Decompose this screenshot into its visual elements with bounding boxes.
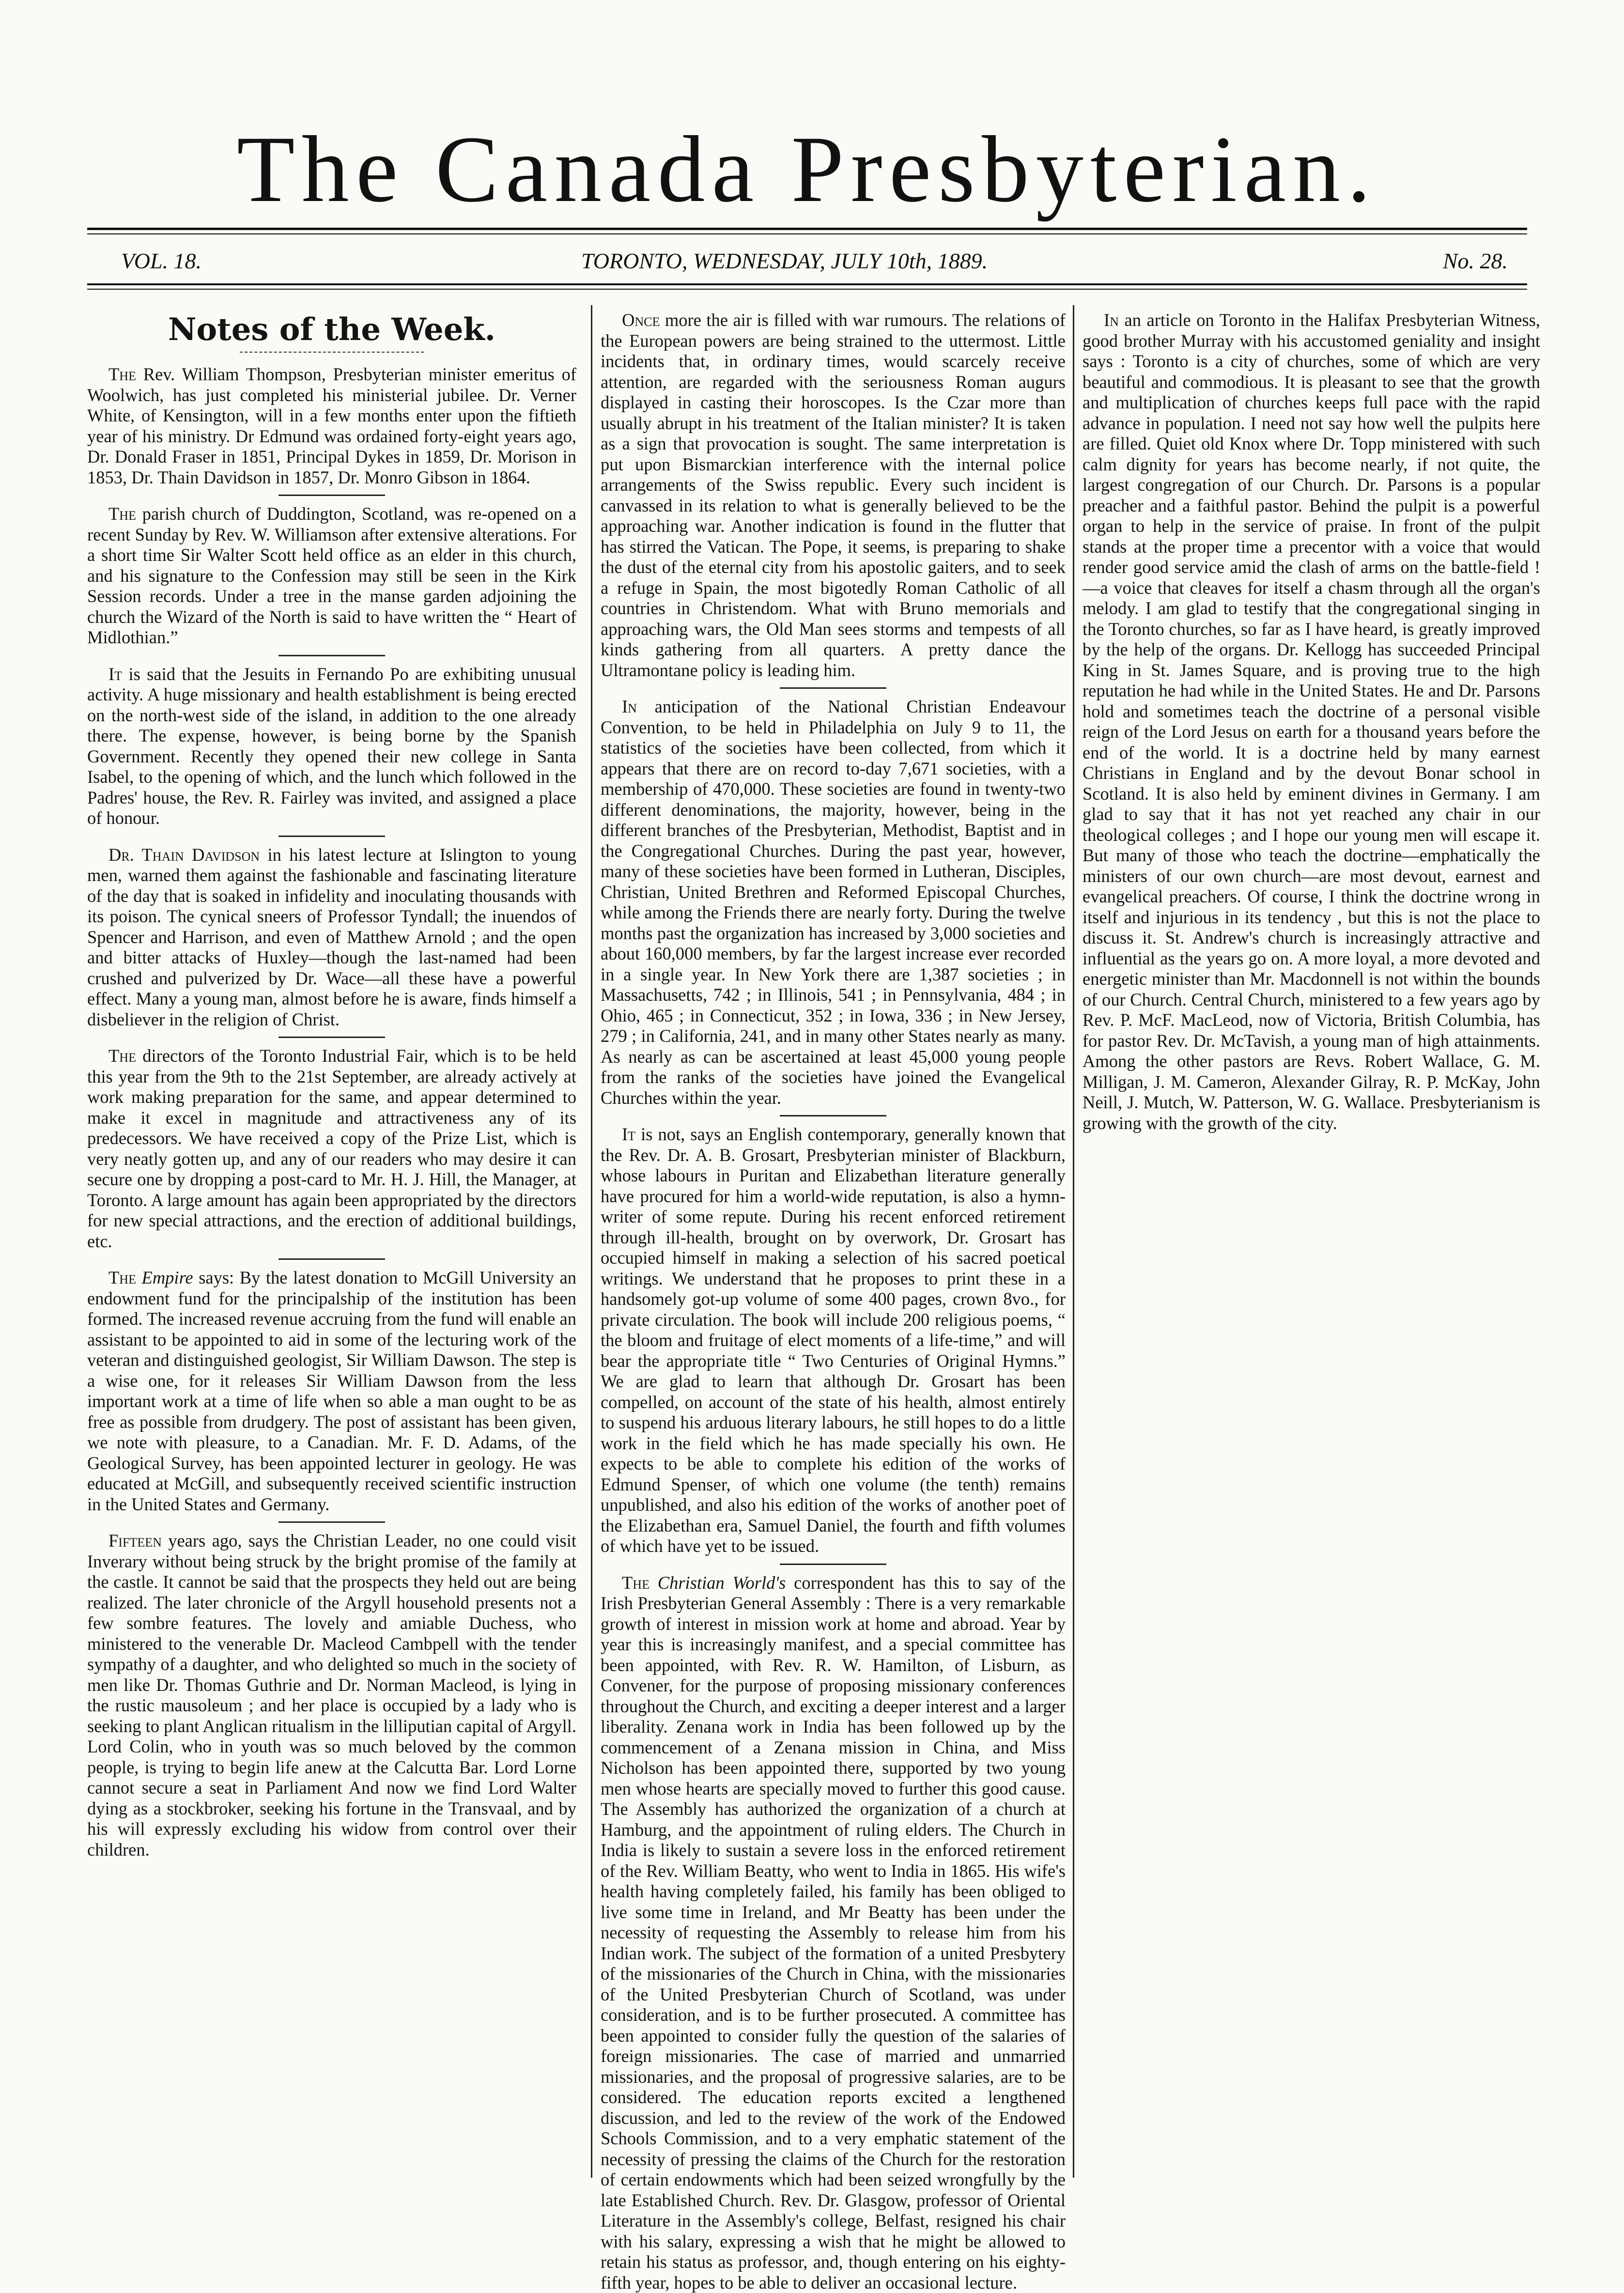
dateline-rule-bottom (87, 289, 1527, 290)
article-separator (278, 495, 385, 496)
article-separator (780, 1115, 886, 1116)
article-separator (278, 1037, 385, 1038)
article-irish-assembly: The Christian World's correspondent has this to say of the Irish Presbyterian General Assembly : There is a very remarkable growth of interest in mission work at home and abroad. Year by year this is increasingly manifest, and a special committee has been appointed, with Rev. R. W. Hamilton, of Lisburn, as Convener, for the purpose of proposing missionary conferences throughout the Church, and exciting a deeper interest and a larger liberality. Zenana work in India has been followed up by the commencement of a Zenana mission in China, and Miss Nicholson has been appointed there, supported by two young men whose hearts are specially moved to further this good cause. The Assembly has authorized the organization of a church at Hamburg, and the appointment of ruling elders. The Church in India is likely to sustain a severe loss in the enforced retirement of the Rev. William Beatty, who went to India in 1865. His wife's health having completely failed, his family has been obliged to live some time in Ireland, and Mr Beatty has been under the necessity of requesting the Assembly to release him from his Indian work. The subject of the formation of a united Presbytery of the missionaries of the Church in China, with the missionaries of the United Presbyterian Church of Scotland, was under consideration, and is to be further prosecuted. A committee has been appointed to consider fully the question of the salaries of foreign missionaries. The case of married and unmarried missionaries, and the proposal of progressive salaries, are to be considered. The education reports excited a lengthened discussion, and led to the review of the work of the Endowed Schools Commission, and to a very emphatic statement of the necessity of pressing the claims of the Church for the restoration of certain endowments which had been seized wrongfully by the late Established Church. Rev. Dr. Glasgow, professor of Oriental Literature in the Assembly's college, Belfast, resigned his chair with his salary, expressing a wish that he might be allowed to retain his status as professor, and, though entering on his eighty-fifth year, hopes to be able to deliver an occasional lecture. (601, 1573, 1066, 2293)
masthead-title: The Canada Presbyterian. (87, 121, 1527, 218)
heading-rule (240, 352, 424, 353)
article-thain-davidson: Dr. Thain Davidson in his latest lecture at Islington to young men, warned them against the fashionable and fascinating literature of the day that is soaked in infidelity and inoculating thousands with its poison. The cynical sneers of Professor Tyndall; the inuendos of Spencer and Harrison, and even of Matthew Arnold ; and the open and bitter attacks of Huxley—though the last-named had been crushed and pulverized by Dr. Wace—all these have a powerful effect. Many a young man, almost before he is aware, finds himself a disbeliever in the religion of Christ. (87, 845, 576, 1030)
volume-number: VOL. 18. (121, 248, 201, 274)
column-divider-1 (591, 305, 592, 2178)
column-divider-2 (1073, 305, 1074, 2178)
article-duddington: The parish church of Duddington, Scotland, was re-opened on a recent Sunday by Rev. W. Williamson after extensive alterations. For a short time Sir Walter Scott held office as an elder in this church, and his signature to the Confession may still be seen in the Kirk Session records. Under a tree in the manse garden adjoining the church the Wizard of the North is said to have written the “ Heart of Midlothian.” (87, 504, 576, 648)
dateline-rule-top (87, 283, 1527, 285)
article-toronto-churches: In an article on Toronto in the Halifax Presbyterian Witness, good brother Murray with his accustomed geniality and insight says : Toronto is a city of churches, some of which are very beautiful and commodious. It is pleasant to see that the growth and multiplication of churches keeps full pace with the rapid advance in population. I need not say how well the pulpits here are filled. Quiet old Knox where Dr. Topp ministered with such calm dignity for years has become nearly, if not quite, the largest congregation of our Church. Dr. Parsons is a popular preacher and a faithful pastor. Behind the pulpit is a powerful organ to help in the service of praise. In front of the pulpit stands at the proper time a precentor with a voice that would render good service amid the clash of arms on the battle-field !—a voice that cleaves for itself a chasm through all the organ's melody. I am glad to testify that the congregational singing in the Toronto churches, so far as I have heard, is greatly improved by the help of the organs. Dr. Kellogg has succeeded Principal King in St. James Square, and is proving true to the high reputation he had while in the United States. He and Dr. Parsons hold and sometimes teach the doctrine of a personal visible reign of the Lord Jesus on earth for a thousand years before the end of the world. It is a doctrine held by many earnest Christians in England and by the devout Bonar school in Scotland. It is also held by eminent divines in Germany. I am glad to say that it has not yet reached any chair in our theological colleges ; and I hope our young men will escape it. But many of those who teach the doctrine—emphatically the ministers of our own church—are most devout, earnest and evangelical preachers. Of course, I think the doctrine wrong in itself and injurious in its tendency , but this is not the place to discuss it. St. Andrew's church is increasingly attractive and influential as the years go on. A more loyal, a more devoted and energetic minister than Mr. Macdonnell is not within the bounds of our Church. Central Church, ministered to a few years ago by Rev. P. McF. MacLeod, now of Victoria, British Columbia, has for pastor Rev. Dr. McTavish, a young man of high attainments. Among the other pastors are Revs. Robert Wallace, G. M. Milligan, J. M. Cameron, Alexander Gilray, R. P. McKay, John Neill, J. Mutch, W. Patterson, W. G. Wallace. Presbyterianism is growing with the growth of the city. (1083, 310, 1540, 1133)
article-grosart: It is not, says an English contemporary, generally known that the Rev. Dr. A. B. Grosart, Presbyterian minister of Blackburn, whose labours in Puritan and Elizabethan literature generally have procured for him a world-wide reputation, is also a hymn-writer of some repute. During his recent enforced retirement through ill-health, brought on by overwork, Dr. Grosart has occupied himself in making a selection of his sacred poetical writings. We understand that he proposes to print these in a handsomely got-up volume of some 400 pages, crown 8vo., for private circulation. The book will include 200 religious poems, “ the bloom and fruitage of elect moments of a life-time,” and will bear the appropriate title “ Two Centuries of Original Hymns.” We are glad to learn that although Dr. Grosart has been compelled, on account of the state of his health, almost entirely to suspend his arduous literary labours, he still hopes to do a little work in the field which he has made specially his own. He expects to be able to complete his edition of the works of Edmund Spenser, of which one volume (the tenth) remains unpublished, and also his edition of the works of another poet of the Elizabethan era, Samuel Daniel, the fourth and fifth volumes of which have yet to be issued. (601, 1124, 1066, 1557)
column-3 (1083, 310, 1540, 2178)
article-christian-endeavour: In anticipation of the National Christian Endeavour Convention, to be held in Philadelphia on July 9 to 11, the statistics of the societies have been collected, from which it appears that there are on record to-day 7,671 societies, with a membership of 470,000. These societies are found in twenty-two different denominations, the majority, however, being in the different branches of the Presbyterian, Methodist, Baptist and in the Congregational Churches. During the past year, however, many of these societies have been formed in Lutheran, Disciples, Christian, United Brethren and Reformed Episcopal Churches, while among the Friends there are nearly forty. During the twelve months past the organization has increased by 3,000 societies and about 160,000 members, by far the largest increase ever recorded in a single year. In New York there are 1,387 societies ; in Massachusetts, 742 ; in Illinois, 541 ; in Pennsylvania, 484 ; in Ohio, 465 ; in Connecticut, 352 ; in Iowa, 336 ; in New Jersey, 279 ; in California, 241, and in many other States nearly as many. As nearly as can be ascertained at least 45,000 young people from the ranks of the societies have joined the Evangelical Churches within the year. (601, 697, 1066, 1108)
article-separator (278, 655, 385, 656)
article-war-rumours: Once more the air is filled with war rumours. The relations of the European powers are being strained to the uttermost. Little incidents that, in ordinary times, would scarcely receive attention, are regarded with the seriousness Roman augurs displayed in casting their horoscopes. Is the Czar more than usually abrupt in his treatment of the Italian minister? It is taken as a sign that provocation is sought. The same interpretation is put upon Bismarckian interference with the internal police arrangements of the Swiss republic. Every such incident is canvassed in its relation to what is generally believed to be the approaching war. Another indication is found in the flutter that has stirred the Vatican. The Pope, it seems, is preparing to shake the dust of the eternal city from his apostolic gaiters, and to seek a refuge in Spain, the most bigotedly Roman Catholic of all countries in Christendom. What with Bruno memorials and approaching wars, the Old Man sees storms and tempests of all kinds gathering from all quarters. A pretty dance the Ultramontane policy is leading him. (601, 310, 1066, 681)
article-separator (278, 836, 385, 837)
article-inverary: Fifteen years ago, says the Christian Leader, no one could visit Inverary without being struck by the bright promise of the family at the castle. It cannot be said that the prospects they held out are being realized. The later chronicle of the Argyll household presents not a few sombre features. The lovely and amiable Duchess, who ministered to the venerable Dr. Macleod Cambpell with the tender sympathy of a daughter, and who delighted so much in the society of men like Dr. Thomas Guthrie and Dr. Norman Macleod, is lying in the rustic mausoleum ; and her place is occupied by a lady who is seeking to plant Anglican ritualism in the lilliputian capital of Argyll. Lord Colin, who in youth was so much beloved by the common people, is trying to begin life anew at the Calcutta Bar. Lord Lorne cannot secure a seat in Parliament And now we find Lord Walter dying as a stockbroker, seeking his fortune in the Transvaal, and by his will expressly excluding his widow from control over their children. (87, 1531, 576, 1860)
article-empire-mcgill: The Empire says: By the latest donation to McGill University an endowment fund for the principalship of the institution has been formed. The increased revenue accruing from the fund will enable an assistant to be appointed to aid in some of the lecturing work of the veteran and distinguished geologist, Sir William Dawson. The step is a wise one, for it releases Sir William Dawson from the less important work at a time of life when so able a man ought to be as free as possible from drudgery. The post of assistant has been given, we note with pleasure, to a Canadian. Mr. F. D. Adams, of the Geological Survey, has been appointed lecturer in geology. He was educated at McGill, and subsequently received scientific instruction in the United States and Germany. (87, 1268, 576, 1515)
article-industrial-fair: The directors of the Toronto Industrial Fair, which is to be held this year from the 9th to the 21st September, are already actively at work making preparation for the same, and appear determined to make it excel in magnitude and attractiveness any of its predecessors. We have received a copy of the Prize List, which is very neatly gotten up, and any of our readers who may desire it can secure one by dropping a post-card to Mr. H. J. Hill, the Manager, at Toronto. A large amount has again been appropriated by the directors for new special attractions, and the erection of additional buildings, etc. (87, 1046, 576, 1252)
article-separator (278, 1521, 385, 1523)
column-2 (601, 310, 1066, 2178)
article-jesuits: It is said that the Jesuits in Fernando Po are exhibiting unusual activity. A huge missionary and health establishment is being erected on the north-west side of the island, in addition to the one already there. The expense, however, is being borne by the Spanish Government. Recently they opened their new college in Santa Isabel, to the opening of which, and the lunch which followed in the Padres' house, the Rev. R. Fairley was invited, and assigned a place of honour. (87, 664, 576, 829)
article-separator (780, 687, 886, 689)
column-1 (87, 310, 576, 2178)
issue-date: TORONTO, WEDNESDAY, JULY 10th, 1889. (581, 248, 988, 274)
dateline (87, 248, 1527, 277)
section-heading: Notes of the Week. (87, 312, 576, 348)
masthead-rule-top (87, 228, 1527, 230)
masthead-rule-bottom (87, 233, 1527, 234)
article-jubilee: The Rev. William Thompson, Presbyterian minister emeritus of Woolwich, has just completed his ministerial jubilee. Dr. Verner White, of Kensington, will in a few months enter upon the fiftieth year of his ministry. Dr Edmund was ordained forty-eight years ago, Dr. Donald Fraser in 1851, Principal Dykes in 1859, Dr. Morison in 1853, Dr. Thain Davidson in 1857, Dr. Monro Gibson in 1864. (87, 364, 576, 488)
article-separator (780, 1564, 886, 1565)
issue-number: No. 28. (1443, 248, 1508, 274)
article-separator (278, 1258, 385, 1260)
